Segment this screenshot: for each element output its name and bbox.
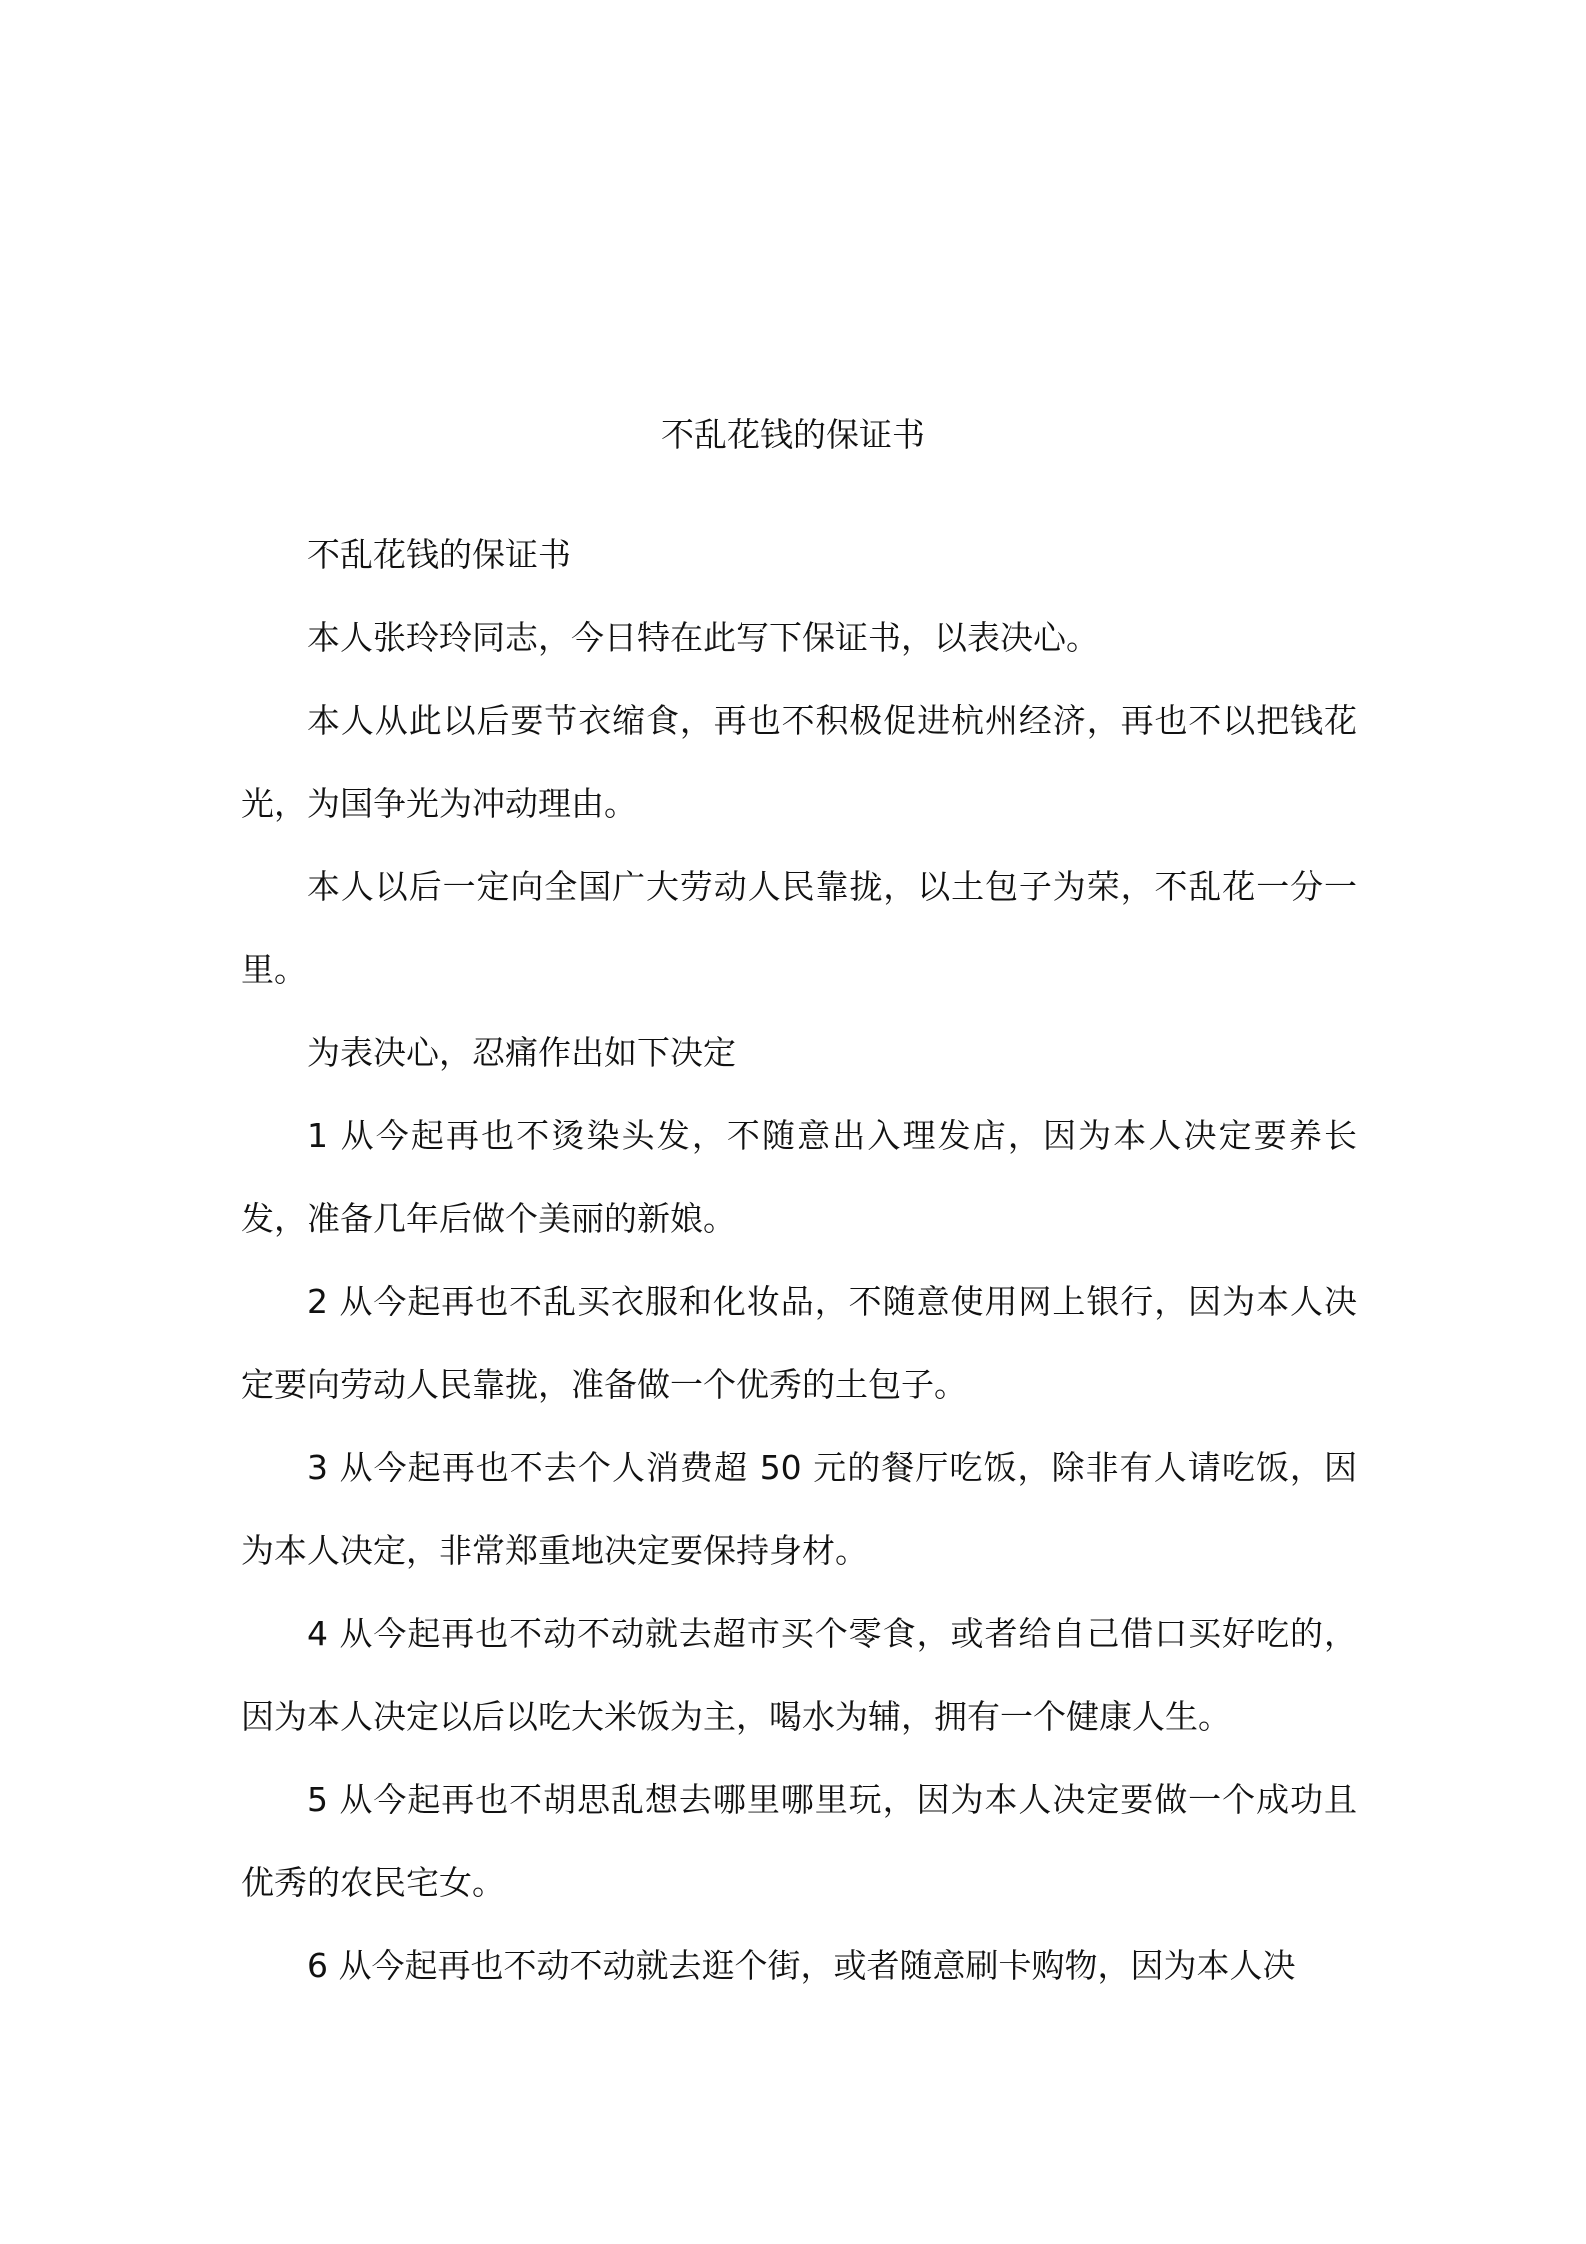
paragraph-item-3: 3 从今起再也不去个人消费超 50 元的餐厅吃饭，除非有人请吃饭，因为本人决定，非常郑重地决定要保持身材。: [241, 1448, 1357, 1570]
paragraph-resolution-2: 本人以后一定向全国广大劳动人民靠拢，以土包子为荣，不乱花一分一里。: [241, 867, 1357, 989]
paragraph-item-2: 2 从今起再也不乱买衣服和化妆品，不随意使用网上银行，因为本人决定要向劳动人民靠拢，准备做一个优秀的土包子。: [241, 1282, 1357, 1404]
document-title: 不乱花钱的保证书: [661, 415, 925, 454]
paragraph-subtitle: 不乱花钱的保证书: [307, 535, 571, 574]
paragraph-item-4: 4 从今起再也不动不动就去超市买个零食，或者给自己借口买好吃的，因为本人决定以后以吃大米饭为主，喝水为辅，拥有一个健康人生。: [241, 1614, 1357, 1736]
paragraph-item-6: 6 从今起再也不动不动就去逛个街，或者随意刷卡购物，因为本人决: [307, 1946, 1296, 1985]
paragraph-intro: 本人张玲玲同志，今日特在此写下保证书，以表决心。: [307, 618, 1099, 657]
document-body: [241, 513, 1357, 2007]
paragraph-item-1: 1 从今起再也不烫染头发，不随意出入理发店，因为本人决定要养长发，准备几年后做个美丽的新娘。: [241, 1116, 1357, 1238]
paragraph-item-5: 5 从今起再也不胡思乱想去哪里哪里玩，因为本人决定要做一个成功且优秀的农民宅女。: [241, 1780, 1357, 1902]
paragraph-resolution-1: 本人从此以后要节衣缩食，再也不积极促进杭州经济，再也不以把钱花光，为国争光为冲动理由。: [241, 701, 1357, 823]
paragraph-decision-heading: 为表决心，忍痛作出如下决定: [307, 1033, 736, 1072]
